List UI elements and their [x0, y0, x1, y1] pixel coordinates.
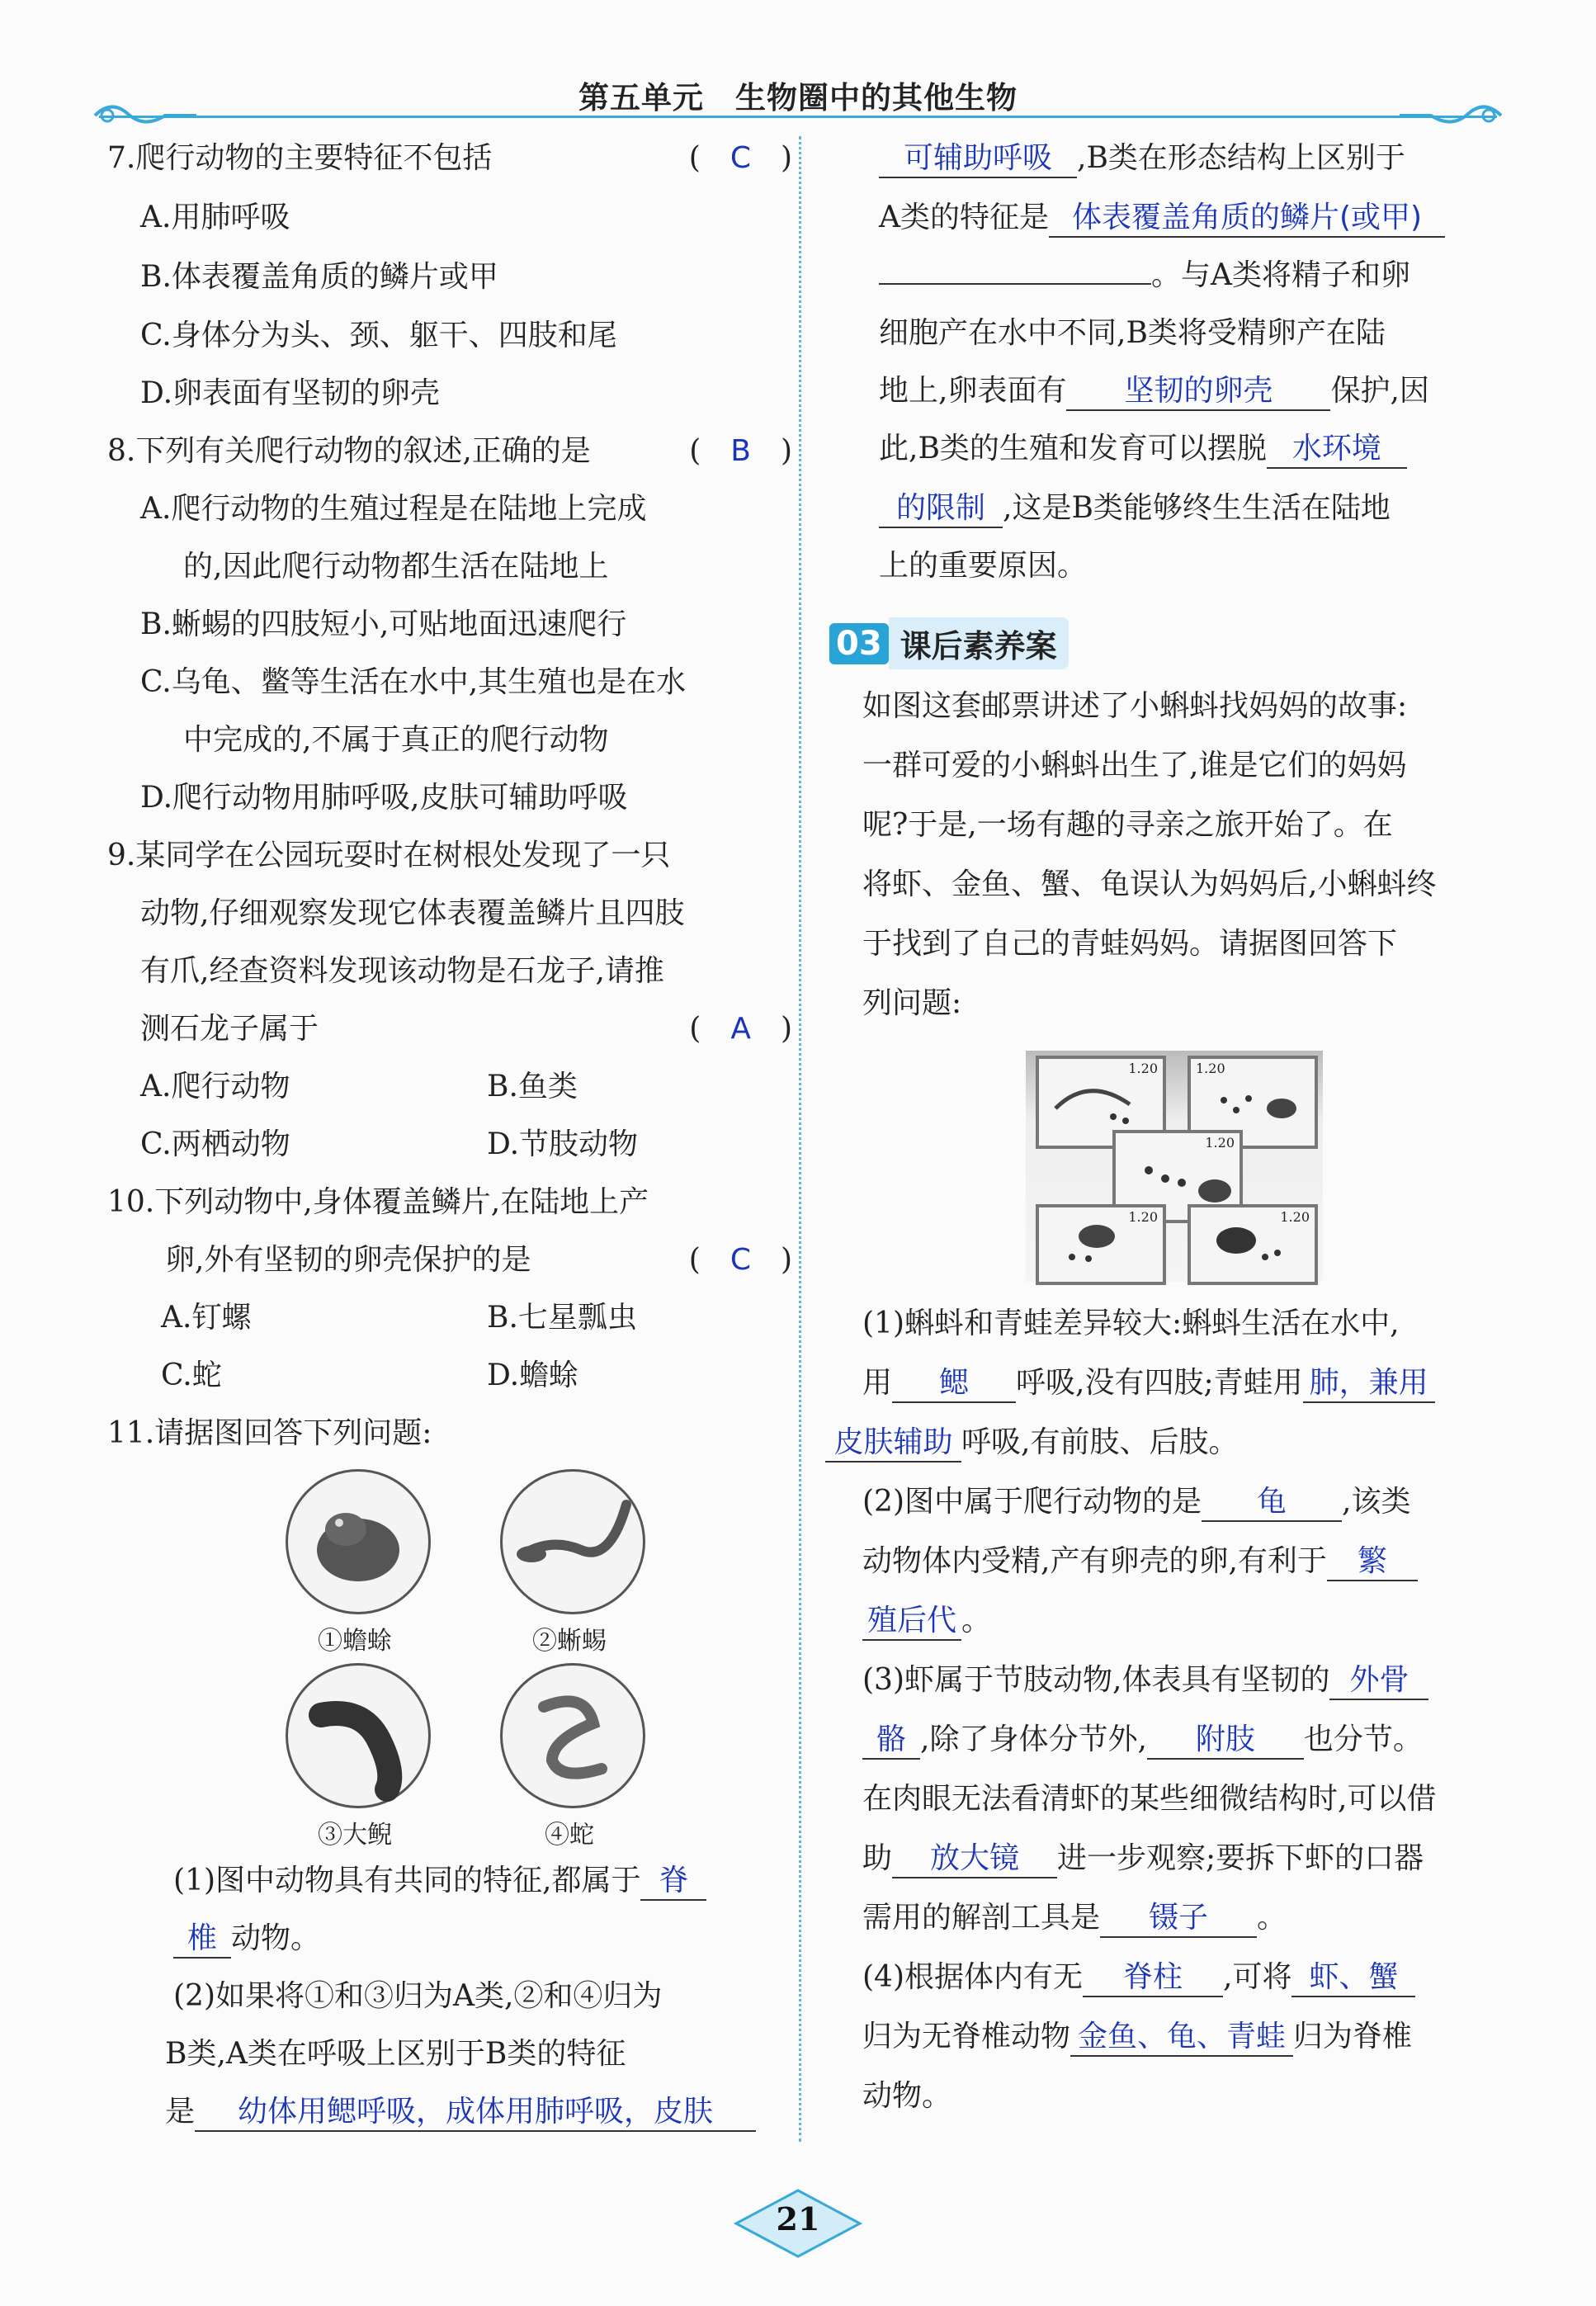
stamp: 1.20: [1188, 1056, 1318, 1149]
section-number: 03: [829, 623, 889, 664]
q9-line: 9.某同学在公园玩耍时在树根处发现了一只: [107, 839, 671, 872]
caption-toad: ①蟾蜍: [318, 1627, 392, 1656]
sq2-answer-1[interactable]: 龟: [1202, 1484, 1342, 1522]
q9-answer: ( A ): [689, 1012, 792, 1046]
q11-p2-line: 此,B类的生殖和发育可以摆脱 水环境: [879, 429, 1407, 469]
q11-p2-line: (2)如果将①和③归为A类,②和④归为: [173, 1979, 663, 2013]
toad-illustration: [286, 1469, 431, 1614]
sq2-line: (2)图中属于爬行动物的是 龟 ,该类: [862, 1482, 1410, 1522]
q8-line: C.乌龟、鳖等生活在水中,其生殖也是在水: [140, 665, 687, 699]
sq3-answer-1[interactable]: 外骨: [1329, 1662, 1428, 1700]
page-title: 第五单元 生物圈中的其他生物: [578, 80, 1018, 116]
q11-p2-line: B类,A类在呼吸上区别于B类的特征: [165, 2037, 626, 2071]
sq2-answer-2[interactable]: 繁: [1327, 1543, 1418, 1581]
q8-stem: 8.下列有关爬行动物的叙述,正确的是: [107, 434, 591, 468]
q10-answer: ( C ): [688, 1243, 792, 1277]
sq3-line: 骼 ,除了身体分节外, 附肢 也分节。: [862, 1720, 1423, 1760]
sq3-answer-4[interactable]: 放大镜: [892, 1841, 1057, 1878]
q11-p2-answer-3-cont: [879, 283, 1151, 285]
q11-p2-line: 。与A类将精子和卵: [879, 256, 1410, 295]
q7-stem: 7.爬行动物的主要特征不包括: [107, 141, 493, 175]
story-line: 将虾、金鱼、蟹、龟误认为妈妈后,小蝌蚪终: [862, 867, 1437, 901]
salamander-icon: [288, 1666, 428, 1806]
q11-p2-answer-2[interactable]: 可辅助呼吸: [879, 140, 1077, 178]
q10-option-a: A.钉螺: [161, 1301, 252, 1335]
q10-line: 10.下列动物中,身体覆盖鳞片,在陆地上产: [107, 1185, 649, 1219]
q8-line: 中完成的,不属于真正的爬行动物: [183, 723, 609, 757]
toad-icon: [288, 1472, 428, 1612]
sub-questions: [833, 1304, 1494, 2129]
sq2-line: 殖后代 。: [862, 1601, 991, 1641]
sq4-line: 动物。: [862, 2079, 952, 2113]
caption-lizard: ②蜥蜴: [532, 1627, 607, 1656]
q10-option-b: B.七星瓢虫: [487, 1301, 637, 1335]
q11-p2-answer-3[interactable]: 体表覆盖角质的鳞片(或甲): [1049, 200, 1445, 238]
stamp: 1.20: [1188, 1204, 1318, 1285]
snake-illustration: [500, 1663, 645, 1808]
q11-p2-line: 的限制 ,这是B类能够终生生活在陆地: [879, 489, 1391, 528]
sq1-line: (1)蝌蚪和青蛙差异较大:蝌蚪生活在水中,: [862, 1307, 1400, 1340]
sq1-line: 皮肤辅助 呼吸,有前肢、后肢。: [825, 1423, 1238, 1463]
q11-p2-answer-4[interactable]: 坚韧的卵壳: [1066, 373, 1330, 411]
left-column: [99, 128, 792, 2150]
q9-option-d: D.节肢动物: [487, 1127, 639, 1161]
story-line: 一群可爱的小蝌蚪出生了,谁是它们的妈妈: [862, 749, 1407, 782]
sq1-answer-3[interactable]: 皮肤辅助: [825, 1425, 961, 1463]
caption-snake: ④蛇: [545, 1821, 594, 1850]
q11-p2-answer-6[interactable]: 的限制: [879, 490, 1003, 528]
sq4-answer-1[interactable]: 脊柱: [1083, 1959, 1223, 1997]
q7-option-a: A.用肺呼吸: [140, 201, 290, 234]
q9-line: 有爪,经查资料发现该动物是石龙子,请推: [140, 954, 664, 988]
sq3-line: (3)虾属于节肢动物,体表具有坚韧的 外骨: [862, 1661, 1428, 1700]
q11-p2-answer-1[interactable]: 幼体用鳃呼吸，成体用肺呼吸，皮肤: [195, 2094, 756, 2132]
story-line: 列问题:: [862, 986, 962, 1020]
q11-p2-line: 细胞产在水中不同,B类将受精卵产在陆: [879, 316, 1386, 350]
story-line: 于找到了自己的青蛙妈妈。请据图回答下: [862, 927, 1398, 961]
q10-option-c: C.蛇: [161, 1359, 222, 1392]
q11-p2-line: 地上,卵表面有 坚韧的卵壳 保护,因: [879, 371, 1429, 411]
q11-stem: 11.请据图回答下列问题:: [107, 1416, 432, 1450]
sq4-line: (4)根据体内有无 脊柱 ,可将 虾、蟹: [862, 1958, 1415, 1997]
q11-p2-line: 是 幼体用鳃呼吸，成体用肺呼吸，皮肤: [165, 2092, 756, 2132]
q11-p1-line2: 椎 动物。: [173, 1919, 320, 1959]
sq1-answer-1[interactable]: 鳃: [892, 1365, 1016, 1403]
sq3-line: 需用的解剖工具是 镊子 。: [862, 1898, 1287, 1938]
lizard-icon: [503, 1472, 643, 1612]
stamp-set-image: [1026, 1051, 1323, 1282]
q11-p2-line: 上的重要原因。: [879, 549, 1088, 583]
sq4-line: 归为无脊椎动物 金鱼、龟、青蛙 归为脊椎: [862, 2017, 1412, 2057]
stamp: 1.20: [1112, 1130, 1243, 1223]
sq1-answer-2[interactable]: 肺，兼用: [1303, 1365, 1435, 1403]
page-header: [0, 73, 1596, 122]
q7-answer: ( C ): [688, 141, 792, 175]
q11-p2-line: 可辅助呼吸 ,B类在形态结构上区别于: [879, 139, 1405, 178]
q10-line: 卵,外有坚韧的卵壳保护的是: [165, 1243, 531, 1277]
section-title: 课后素养案: [889, 617, 1069, 669]
story-line: 如图这套邮票讲述了小蝌蚪找妈妈的故事:: [862, 689, 1408, 723]
q11-p2-line: A类的特征是 体表覆盖角质的鳞片(或甲): [879, 198, 1445, 238]
q10-option-d: D.蟾蜍: [487, 1359, 579, 1392]
sq2-line: 动物体内受精,产有卵壳的卵,有利于 繁: [862, 1542, 1418, 1581]
lizard-illustration: [500, 1469, 645, 1614]
q8-line: B.蜥蜴的四肢短小,可贴地面迅速爬行: [140, 607, 627, 641]
page-number: 21: [776, 2200, 820, 2237]
sq3-line: 助 放大镜 进一步观察;要拆下虾的口器: [862, 1839, 1424, 1878]
q11-p1-answer-b[interactable]: 椎: [173, 1921, 231, 1959]
stamp: 1.20: [1036, 1056, 1166, 1149]
caption-salamander: ③大鲵: [318, 1821, 392, 1850]
q11-p2-answer-5[interactable]: 水环境: [1267, 431, 1407, 469]
sq3-answer-5[interactable]: 镊子: [1100, 1900, 1257, 1938]
q7-option-b: B.体表覆盖角质的鳞片或甲: [140, 260, 498, 294]
q9-line: 动物,仔细观察发现它体表覆盖鳞片且四肢: [140, 896, 685, 930]
story-line: 呢?于是,一场有趣的寻亲之旅开始了。在: [862, 808, 1393, 842]
q8-line: A.爬行动物的生殖过程是在陆地上完成: [140, 492, 647, 526]
sq4-answer-3[interactable]: 金鱼、龟、青蛙: [1070, 2019, 1293, 2057]
sq1-line: 用 鳃 呼吸,没有四肢;青蛙用 肺，兼用: [862, 1363, 1435, 1403]
q11-p1-answer-a[interactable]: 脊: [640, 1863, 706, 1901]
q9-line: 测石龙子属于: [140, 1012, 319, 1046]
q8-line: D.爬行动物用肺呼吸,皮肤可辅助呼吸: [140, 781, 628, 815]
stamp: 1.20: [1036, 1204, 1166, 1285]
sq3-answer-3[interactable]: 附肢: [1147, 1722, 1304, 1760]
sq2-answer-3[interactable]: 殖后代: [862, 1603, 961, 1641]
q8-answer: ( B ): [689, 434, 792, 468]
salamander-illustration: [286, 1663, 431, 1808]
q9-option-b: B.鱼类: [487, 1070, 578, 1103]
column-divider: [799, 136, 801, 2142]
section-header: [829, 617, 1069, 669]
q7-option-d: D.卵表面有坚韧的卵壳: [140, 376, 441, 410]
sq3-answer-2[interactable]: 骼: [862, 1722, 920, 1760]
header-rule: [99, 116, 1497, 118]
q9-option-c: C.两栖动物: [140, 1127, 290, 1161]
sq4-answer-2[interactable]: 虾、蟹: [1291, 1959, 1415, 1997]
q8-line: 的,因此爬行动物都生活在陆地上: [183, 550, 609, 584]
q7-option-c: C.身体分为头、颈、躯干、四肢和尾: [140, 319, 617, 352]
sq3-line: 在肉眼无法看清虾的某些细微结构时,可以借: [862, 1782, 1437, 1816]
snake-icon: [503, 1666, 643, 1806]
q11-p1-line: (1)图中动物具有共同的特征,都属于 脊: [173, 1861, 706, 1901]
q9-option-a: A.爬行动物: [140, 1070, 290, 1103]
